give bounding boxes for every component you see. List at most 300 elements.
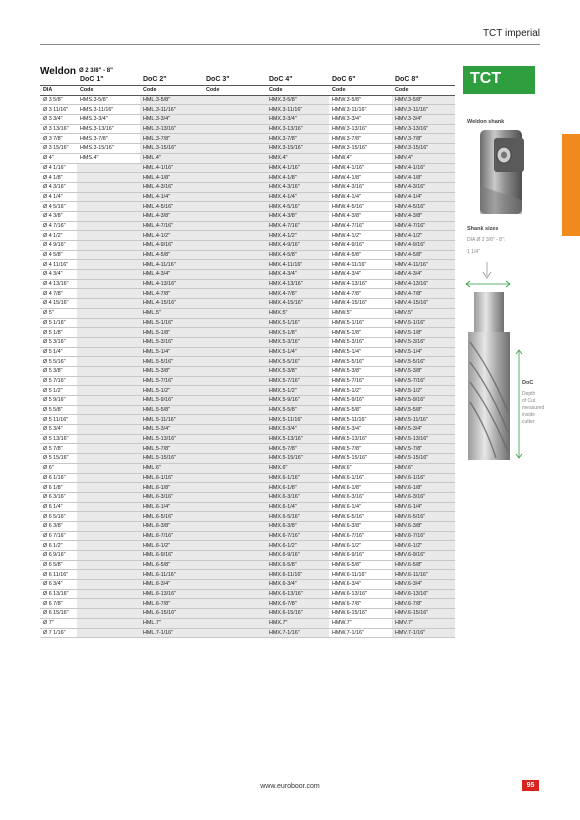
code-cell: HMV.4-1/4" [392, 192, 455, 202]
code-cell: HMV.7" [392, 618, 455, 628]
table-row [40, 483, 455, 493]
section-title-main: Weldon [40, 66, 76, 77]
code-cell: HMW.4-7/8" [329, 289, 392, 299]
code-header: Code [203, 86, 266, 96]
code-cell [77, 250, 140, 260]
code-cell [203, 144, 266, 154]
code-cell: HMW.3-15/16" [329, 144, 392, 154]
code-cell: HMX.4-15/16" [266, 299, 329, 309]
code-cell [203, 153, 266, 163]
code-cell: HML.6-11/16" [140, 570, 203, 580]
dia-cell: Ø 7 1/16" [40, 628, 77, 638]
code-cell: HML.3-15/16" [140, 144, 203, 154]
code-cell: HML.6-5/8" [140, 560, 203, 570]
table-row [40, 396, 455, 406]
code-cell [203, 270, 266, 280]
code-cell [77, 163, 140, 173]
code-cell: HML.3-7/8" [140, 134, 203, 144]
code-cell [77, 415, 140, 425]
code-cell [203, 580, 266, 590]
code-cell: HMW.4-15/16" [329, 299, 392, 309]
dia-cell: Ø 4 1/4" [40, 192, 77, 202]
dia-cell: Ø 5 5/16" [40, 357, 77, 367]
code-cell: HMV.4-9/16" [392, 241, 455, 251]
code-cell: HMV.6-1/8" [392, 483, 455, 493]
code-cell [203, 241, 266, 251]
header-divider [40, 44, 540, 45]
code-cell: HMV.6-11/16" [392, 570, 455, 580]
code-cell: HMX.7" [266, 618, 329, 628]
code-cell: HML.4-13/16" [140, 279, 203, 289]
code-cell: HMX.3-5/8" [266, 95, 329, 105]
code-cell: HMV.6-13/16" [392, 589, 455, 599]
code-cell: HMW.5-3/4" [329, 425, 392, 435]
code-cell: HML.6-5/16" [140, 512, 203, 522]
code-cell: HMV.3-7/8" [392, 134, 455, 144]
code-cell: HMX.6-5/8" [266, 560, 329, 570]
doc-header: DoC 6" [332, 76, 356, 83]
code-cell [77, 483, 140, 493]
code-cell: HML.6-9/16" [140, 551, 203, 561]
code-cell: HMV.3-15/16" [392, 144, 455, 154]
code-cell: HML.6-3/16" [140, 492, 203, 502]
code-cell: HMW.3-7/8" [329, 134, 392, 144]
code-cell: HMX.6-3/8" [266, 521, 329, 531]
dia-cell: Ø 5 7/8" [40, 444, 77, 454]
code-cell: HMV.6-3/16" [392, 492, 455, 502]
doc-header: DoC 3" [206, 76, 230, 83]
code-cell: HMX.5-1/16" [266, 318, 329, 328]
code-cell: HMV.5-13/16" [392, 434, 455, 444]
code-cell [203, 531, 266, 541]
dia-cell: Ø 4 5/16" [40, 202, 77, 212]
code-cell: HML.6-3/4" [140, 580, 203, 590]
code-cell: HMV.3-3/4" [392, 115, 455, 125]
dia-cell: Ø 3 5/8" [40, 95, 77, 105]
dia-cell: Ø 3 13/16" [40, 124, 77, 134]
code-cell: HMX.5-15/16" [266, 454, 329, 464]
weldon-shank-label: Weldon shank [467, 119, 505, 125]
code-cell: HMV.6-15/16" [392, 609, 455, 619]
shank-sizes-text: DIA Ø 2 3/8" - 8": [467, 237, 506, 243]
code-cell [77, 473, 140, 483]
code-cell: HMV.4-7/8" [392, 289, 455, 299]
doc-header-blank [40, 75, 77, 86]
code-cell: HMW.6-13/16" [329, 589, 392, 599]
code-cell: HMW.5-9/16" [329, 396, 392, 406]
dia-cell: Ø 4 1/8" [40, 173, 77, 183]
code-cell: HMX.5-5/16" [266, 357, 329, 367]
table-row [40, 551, 455, 561]
table-row [40, 434, 455, 444]
dia-cell: Ø 5 11/16" [40, 415, 77, 425]
code-cell: HMW.4-1/8" [329, 173, 392, 183]
table-row [40, 463, 455, 473]
code-cell: HMV.6-7/8" [392, 599, 455, 609]
code-cell [203, 366, 266, 376]
code-cell [203, 124, 266, 134]
dia-cell: Ø 4 7/16" [40, 221, 77, 231]
code-cell: HMW.5-3/16" [329, 337, 392, 347]
code-cell: HMW.6-1/4" [329, 502, 392, 512]
code-cell: HMW.6-9/16" [329, 551, 392, 561]
code-cell [77, 434, 140, 444]
code-cell [203, 328, 266, 338]
dia-cell: Ø 6 3/16" [40, 492, 77, 502]
code-cell: HML.3-11/16" [140, 105, 203, 115]
code-cell [203, 182, 266, 192]
code-cell: HML.4-11/16" [140, 260, 203, 270]
table-row [40, 580, 455, 590]
table-row [40, 366, 455, 376]
code-cell: HMX.6-11/16" [266, 570, 329, 580]
code-cell: HMX.3-7/8" [266, 134, 329, 144]
code-cell [203, 221, 266, 231]
code-cell: HMW.6-15/16" [329, 609, 392, 619]
code-cell: HMW.7-1/16" [329, 628, 392, 638]
code-cell: HML.5-1/8" [140, 328, 203, 338]
dia-cell: Ø 4 1/16" [40, 163, 77, 173]
table-row [40, 241, 455, 251]
code-cell: HMX.6-7/8" [266, 599, 329, 609]
code-cell: HMV.5-5/8" [392, 405, 455, 415]
code-cell: HMW.5-7/16" [329, 376, 392, 386]
code-cell: HMX.3-15/16" [266, 144, 329, 154]
dia-cell: Ø 6 7/16" [40, 531, 77, 541]
table-row [40, 521, 455, 531]
code-cell: HMV.4-3/8" [392, 211, 455, 221]
code-cell: HML.6-1/4" [140, 502, 203, 512]
table-row [40, 279, 455, 289]
code-cell: HML.5-3/16" [140, 337, 203, 347]
code-header: Code [77, 86, 140, 96]
code-cell [203, 347, 266, 357]
code-cell [77, 231, 140, 241]
code-cell [77, 570, 140, 580]
code-cell: HMW.3-5/8" [329, 95, 392, 105]
dia-cell: Ø 4 3/4" [40, 270, 77, 280]
code-cell: HMW.5-3/8" [329, 366, 392, 376]
orange-tab [562, 134, 580, 236]
code-cell [203, 454, 266, 464]
table-row [40, 415, 455, 425]
header-title: TCT imperial [482, 28, 540, 39]
code-cell: HMW.5-1/4" [329, 347, 392, 357]
code-cell: HML.4-1/2" [140, 231, 203, 241]
code-cell [77, 405, 140, 415]
code-cell [203, 231, 266, 241]
code-cell: HMX.6-1/4" [266, 502, 329, 512]
dia-cell: Ø 4 11/16" [40, 260, 77, 270]
dia-cell: Ø 4 13/16" [40, 279, 77, 289]
code-cell: HMX.4-13/16" [266, 279, 329, 289]
code-cell: HMX.5-3/4" [266, 425, 329, 435]
code-cell: HMW.6-5/8" [329, 560, 392, 570]
code-cell: HMX.5-13/16" [266, 434, 329, 444]
code-cell: HMW.3-3/4" [329, 115, 392, 125]
code-cell [77, 260, 140, 270]
code-cell: HMS.3-5/8" [77, 95, 140, 105]
code-cell: HMW.5-11/16" [329, 415, 392, 425]
code-cell [203, 541, 266, 551]
code-cell: HML.5-5/8" [140, 405, 203, 415]
dia-cell: Ø 5 1/2" [40, 386, 77, 396]
dia-cell: Ø 5 5/8" [40, 405, 77, 415]
code-cell [77, 396, 140, 406]
code-cell: HMX.6" [266, 463, 329, 473]
table-row [40, 328, 455, 338]
code-cell: HMW.4-11/16" [329, 260, 392, 270]
table-row [40, 221, 455, 231]
dia-cell: Ø 5 3/4" [40, 425, 77, 435]
code-cell: HMW.4-9/16" [329, 241, 392, 251]
code-cell: HMW.5-1/8" [329, 328, 392, 338]
table-row [40, 144, 455, 154]
code-cell [203, 444, 266, 454]
code-cell: HML.5-1/4" [140, 347, 203, 357]
code-cell: HMV.5-15/16" [392, 454, 455, 464]
footer-url: www.euroboor.com [260, 783, 320, 790]
code-cell: HMV.4-5/8" [392, 250, 455, 260]
table-row [40, 173, 455, 183]
code-cell [203, 250, 266, 260]
weldon-shank-image [466, 130, 536, 214]
code-cell: HMX.3-11/16" [266, 105, 329, 115]
code-cell [203, 521, 266, 531]
code-cell [203, 589, 266, 599]
code-cell [203, 502, 266, 512]
code-cell: HMX.3-13/16" [266, 124, 329, 134]
code-cell: HMV.3-5/8" [392, 95, 455, 105]
table-row [40, 357, 455, 367]
code-cell: HMV.4-15/16" [392, 299, 455, 309]
shank-sizes-label: Shank sizes [467, 226, 499, 232]
code-cell [203, 483, 266, 493]
code-cell: HMV.4-11/16" [392, 260, 455, 270]
code-cell [203, 95, 266, 105]
code-cell: HMW.4-3/16" [329, 182, 392, 192]
table-row [40, 318, 455, 328]
code-cell: HMX.4-3/8" [266, 211, 329, 221]
code-cell: HMX.6-3/4" [266, 580, 329, 590]
code-cell [77, 609, 140, 619]
code-cell: HMW.4-3/4" [329, 270, 392, 280]
code-cell: HMX.4-1/4" [266, 192, 329, 202]
code-cell [203, 463, 266, 473]
code-cell: HMV.4-5/16" [392, 202, 455, 212]
code-cell: HMW.5-15/16" [329, 454, 392, 464]
code-cell [203, 425, 266, 435]
dia-cell: Ø 5 13/16" [40, 434, 77, 444]
code-cell [203, 386, 266, 396]
code-cell: HMV.5-1/16" [392, 318, 455, 328]
table-row [40, 599, 455, 609]
code-cell [77, 618, 140, 628]
dia-cell: Ø 3 15/16" [40, 144, 77, 154]
section-title-range: Ø 2 3/8" - 8" [78, 68, 113, 74]
code-header: Code [140, 86, 203, 96]
code-cell [77, 221, 140, 231]
code-cell: HMX.3-3/4" [266, 115, 329, 125]
code-cell: HML.3-13/16" [140, 124, 203, 134]
code-cell: HML.4-5/16" [140, 202, 203, 212]
code-cell [203, 289, 266, 299]
code-cell: HMX.5-5/8" [266, 405, 329, 415]
code-cell: HMX.5-7/8" [266, 444, 329, 454]
code-table [40, 75, 455, 638]
code-cell [77, 628, 140, 638]
code-cell [203, 560, 266, 570]
code-cell: HMW.4-1/2" [329, 231, 392, 241]
table-row [40, 425, 455, 435]
doc-text-2: measured [522, 405, 545, 411]
table-row [40, 454, 455, 464]
dia-cell: Ø 4 3/8" [40, 211, 77, 221]
code-cell: HMV.6-5/8" [392, 560, 455, 570]
code-cell: HMX.5-11/16" [266, 415, 329, 425]
dia-cell: Ø 5" [40, 308, 77, 318]
code-cell [77, 299, 140, 309]
code-cell: HML.6-13/16" [140, 589, 203, 599]
code-cell: HMX.5-3/8" [266, 366, 329, 376]
code-cell: HML.6-7/8" [140, 599, 203, 609]
code-cell: HMV.5-11/16" [392, 415, 455, 425]
dia-cell: Ø 5 7/16" [40, 376, 77, 386]
code-cell: HMW.6-3/16" [329, 492, 392, 502]
code-cell: HMW.5-13/16" [329, 434, 392, 444]
doc-header: DoC 2" [143, 76, 167, 83]
dia-cell: Ø 6 5/16" [40, 512, 77, 522]
dia-cell: Ø 3 11/16" [40, 105, 77, 115]
code-cell: HMV.6-1/16" [392, 473, 455, 483]
code-cell: HMV.4-13/16" [392, 279, 455, 289]
code-cell: HML.4-1/8" [140, 173, 203, 183]
dia-cell: Ø 4 9/16" [40, 241, 77, 251]
width-arrow-icon [466, 281, 510, 287]
table-row [40, 270, 455, 280]
code-cell: HML.6-3/8" [140, 521, 203, 531]
code-cell: HMV.6-1/4" [392, 502, 455, 512]
code-cell: HMV.5" [392, 308, 455, 318]
code-cell: HML.4-1/16" [140, 163, 203, 173]
code-cell: HMX.6-1/2" [266, 541, 329, 551]
dia-cell: Ø 5 1/16" [40, 318, 77, 328]
dia-header: DIA [40, 86, 77, 96]
code-cell: HMW.6-5/16" [329, 512, 392, 522]
code-cell [203, 134, 266, 144]
code-header: Code [392, 86, 455, 96]
code-cell: HMW.6-1/2" [329, 541, 392, 551]
code-cell: HMV.5-3/16" [392, 337, 455, 347]
table-row [40, 405, 455, 415]
code-cell: HML.3-3/4" [140, 115, 203, 125]
dia-cell: Ø 6" [40, 463, 77, 473]
code-cell: HML.4-5/8" [140, 250, 203, 260]
code-cell: HML.6-15/16" [140, 609, 203, 619]
code-cell: HMV.5-9/16" [392, 396, 455, 406]
code-cell: HML.6-1/16" [140, 473, 203, 483]
code-cell: HMX.4-3/4" [266, 270, 329, 280]
table-row [40, 618, 455, 628]
code-cell: HMV.4-3/16" [392, 182, 455, 192]
code-cell [203, 492, 266, 502]
code-cell [203, 192, 266, 202]
code-cell: HMV.6-3/8" [392, 521, 455, 531]
code-cell: HMX.4-9/16" [266, 241, 329, 251]
code-cell: HML.5" [140, 308, 203, 318]
code-cell: HML.4-3/8" [140, 211, 203, 221]
doc-text-0: Depth [522, 391, 536, 397]
table-row [40, 347, 455, 357]
table-row [40, 502, 455, 512]
code-cell [203, 396, 266, 406]
table-row [40, 531, 455, 541]
table-row [40, 337, 455, 347]
code-cell: HML.5-9/16" [140, 396, 203, 406]
code-cell: HMW.5-1/2" [329, 386, 392, 396]
code-cell [203, 512, 266, 522]
code-cell: HMW.4-1/4" [329, 192, 392, 202]
code-cell: HMX.5" [266, 308, 329, 318]
code-cell: HMV.5-1/2" [392, 386, 455, 396]
code-cell [77, 347, 140, 357]
code-cell: HMW.5" [329, 308, 392, 318]
code-cell: HMV.4" [392, 153, 455, 163]
code-cell: HMV.5-7/16" [392, 376, 455, 386]
code-cell: HMW.4-5/16" [329, 202, 392, 212]
code-cell: HMS.3-3/4" [77, 115, 140, 125]
code-cell: HMV.6-3/4" [392, 580, 455, 590]
code-cell [77, 376, 140, 386]
code-cell: HML.6" [140, 463, 203, 473]
table-row [40, 124, 455, 134]
code-cell: HML.5-1/2" [140, 386, 203, 396]
dia-cell: Ø 6 9/16" [40, 551, 77, 561]
code-cell: HMV.6-7/16" [392, 531, 455, 541]
code-cell [203, 618, 266, 628]
code-cell: HMV.4-1/2" [392, 231, 455, 241]
dia-cell: Ø 5 1/4" [40, 347, 77, 357]
code-cell: HMV.4-1/8" [392, 173, 455, 183]
table-row [40, 386, 455, 396]
table-row [40, 299, 455, 309]
doc-header: DoC 1" [80, 76, 104, 83]
code-cell [203, 473, 266, 483]
table-row [40, 609, 455, 619]
table-row [40, 512, 455, 522]
cutter-diagram [462, 262, 545, 462]
dia-cell: Ø 4 3/16" [40, 182, 77, 192]
table-row [40, 560, 455, 570]
code-cell [77, 289, 140, 299]
table-row [40, 192, 455, 202]
doc-header: DoC 8" [395, 76, 419, 83]
code-cell: HML.5-15/16" [140, 454, 203, 464]
code-cell: HML.5-3/8" [140, 366, 203, 376]
code-cell: HMV.5-7/8" [392, 444, 455, 454]
code-header-row [40, 86, 455, 96]
code-cell: HMW.6-7/8" [329, 599, 392, 609]
doc-text-4: cutter [522, 419, 535, 425]
code-cell [203, 337, 266, 347]
code-cell [203, 405, 266, 415]
code-cell: HML.5-7/8" [140, 444, 203, 454]
code-cell [77, 502, 140, 512]
code-cell [77, 541, 140, 551]
code-cell: HMW.6-1/8" [329, 483, 392, 493]
code-cell: HMW.3-13/16" [329, 124, 392, 134]
code-cell [77, 531, 140, 541]
